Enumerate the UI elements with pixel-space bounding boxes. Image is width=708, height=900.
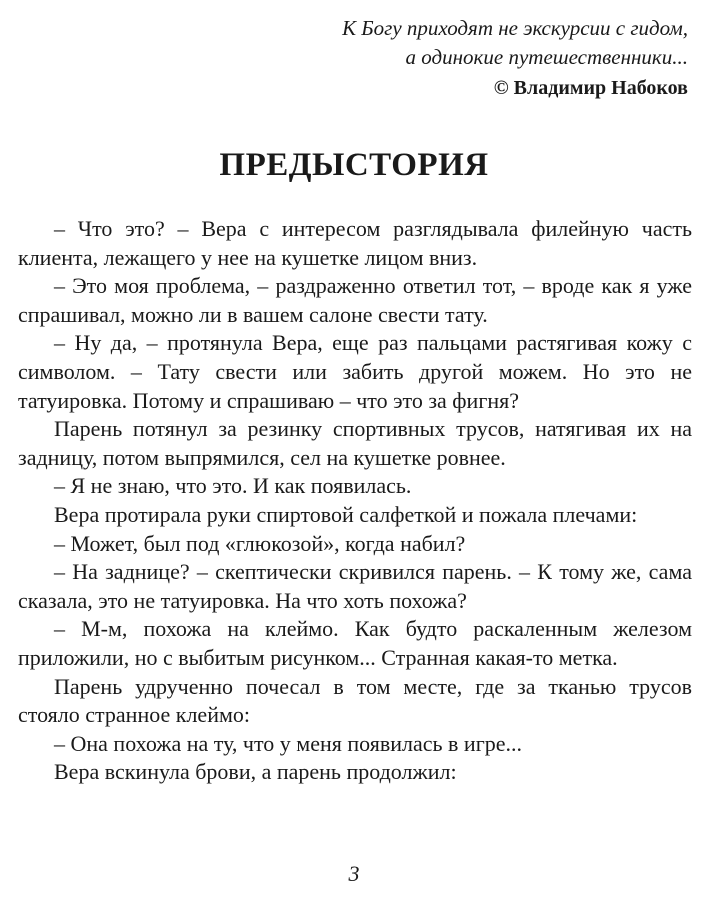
paragraph-7: – Может, был под «глюкозой», когда набил? xyxy=(54,530,466,556)
epigraph xyxy=(258,14,688,102)
page-number: 3 xyxy=(348,861,360,886)
paragraph-10: Парень удрученно почесал в том месте, где за тканью трусов стояло странное клеймо: xyxy=(18,673,692,728)
epigraph-line-1: К Богу приходят не экскурсии с гидом, xyxy=(342,16,688,40)
epigraph-line-2: а одинокие путешественники... xyxy=(405,45,688,69)
paragraph-4: Парень потянул за резинку спортивных трусов, натягивая их на задницу, потом выпрямился, сел на кушетке ровнее. xyxy=(18,416,692,470)
paragraph-2: – Это моя проблема, – раздраженно ответил тот, – вроде как я уже спрашивал, можно ли в вашем салоне свести тату. xyxy=(18,273,692,327)
paragraph-5: – Я не знаю, что это. И как появилась. xyxy=(54,473,412,499)
epigraph-author: © Владимир Набоков xyxy=(493,77,688,99)
paragraph-9: – М-м, похожа на клеймо. Как будто раскаленным железом приложили, но с выбитым рисунком... Странная какая-то метка. xyxy=(18,616,692,670)
chapter-title: ПРЕДЫСТОРИЯ xyxy=(219,147,489,183)
paragraph-3: – Ну да, – протянула Вера, еще раз пальцами растягивая кожу с символом. – Тату свести или забить другой можем. Но это не татуировка. Потому и спрашиваю – что это за фигня? xyxy=(18,330,692,413)
paragraph-8: – На заднице? – скептически скривился парень. – К тому же, сама сказала, это не татуировка. На что хоть похожа? xyxy=(18,559,692,613)
paragraph-12: Вера вскинула брови, а парень продолжил: xyxy=(54,759,457,785)
paragraph-11: – Она похожа на ту, что у меня появилась в игре... xyxy=(54,730,522,756)
paragraph-1: – Что это? – Вера с интересом разглядывала филейную часть клиента, лежащего у нее на кушетке лицом вниз. xyxy=(18,216,692,270)
paragraph-6: Вера протирала руки спиртовой салфеткой и пожала плечами: xyxy=(54,501,638,527)
body-text xyxy=(18,215,692,787)
